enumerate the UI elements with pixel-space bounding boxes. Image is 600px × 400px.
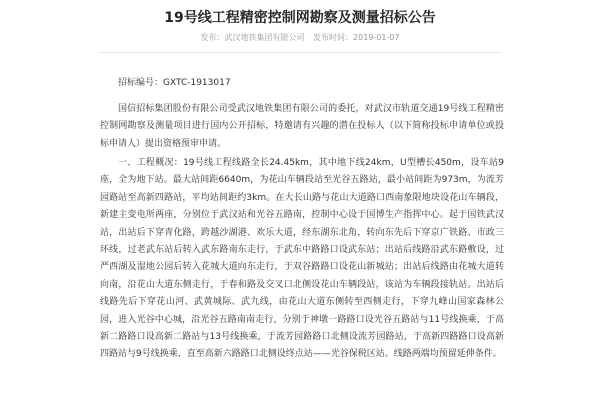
publisher-label: 发布： (200, 33, 225, 42)
header-divider (98, 52, 502, 53)
project-overview-paragraph: 一、工程概况：19号线工程线路全长24.45km，其中地下线24km，U型槽长450m，设车站9座，全为地下站。最大站间距6640m，为花山车辆段站至光谷五路站，最小站间距为973m，为流芳园路站至高新四路站，平均站间距约3km。在大长山路与花山大道路口西南象限地块设花山车辆段，新建主变电所两座，分别位于武汉站和光谷五路南，控制中心设于国博生产指挥中心。起于国铁武汉站，出站后下穿青化路，跨越沙湖港、欢乐大道，经东湖东北角，转向东先后下穿京广铁路、市政三环线，过老武东站后转入武东路南东走行，于武东中路路口设武东站；出站后线路沿武东路敷设，过严西湖及湿地公园后转入花城大道向东走行，于双谷路路口设花山新城站；出站后线路由花城大道转向南，沿花山大道东侧走行，于春和路及交叉口北侧设花山车辆段站，该站为车辆段接轨站。出站后线路先后下穿花山河、武黄城际、武九线，由花山大道东侧转至西侧走行，下穿九峰山国家森林公园，进入光谷中心城，沿光谷五路南南走行，分别于神墩一路路口设光谷五路站与11号线换乘，于高新二路路口设高新二路站与13号线换乘，于流芳园路路口北侧设流芳园路站，于高新四路路口设高新四路站与9号线换乘，直至高新六路路口北侧设终点站——光谷保税区站。线路两端均预留延伸条件。 (100, 158, 504, 360)
tender-code: 招标编号：GXTC-1913017 (118, 78, 231, 88)
date-info (313, 33, 400, 42)
publish-date: 2019-01-07 (353, 33, 400, 42)
article-title: 19号线工程精密控制网勘察及测量招标公告 (164, 10, 436, 26)
article-meta (0, 32, 600, 44)
date-label: 发布时间： (313, 33, 354, 42)
publisher-info (200, 33, 304, 42)
intro-paragraph: 国信招标集团股份有限公司受武汉地铁集团有限公司的委托，对武汉市轨道交通19号线工程精密控制网勘察及测量项目进行国内公开招标，特邀请有兴趣的潜在投标人（以下简称投标申请单位或投标申请人）提出资格预审申请。 (100, 104, 504, 149)
publisher-name: 武汉地铁集团有限公司 (224, 33, 305, 42)
